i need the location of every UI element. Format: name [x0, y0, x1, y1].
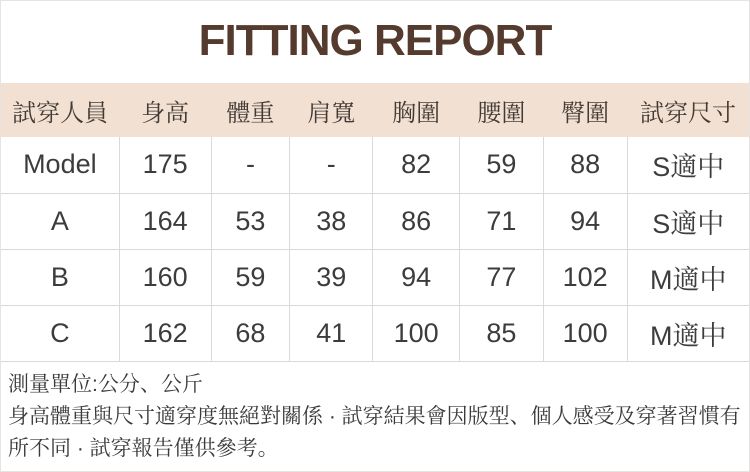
table-cell: 164 [119, 193, 211, 249]
measurement-unit-note: 測量單位:公分、公斤 [8, 372, 203, 396]
table-row [1, 137, 749, 193]
table-cell: 94 [543, 193, 627, 249]
header-shoulder: 肩寬 [290, 83, 373, 137]
table-row [1, 249, 749, 305]
table-cell: 85 [459, 305, 543, 361]
table-cell: 94 [373, 249, 460, 305]
table-cell: 162 [119, 305, 211, 361]
table-cell: - [211, 137, 290, 193]
header-fitting-size: 試穿尺寸 [627, 83, 749, 137]
table-cell: 77 [459, 249, 543, 305]
table-cell: S適中 [627, 193, 749, 249]
table-cell: 88 [543, 137, 627, 193]
table-cell: 100 [543, 305, 627, 361]
table-cell: B [1, 249, 119, 305]
table-cell: M適中 [627, 249, 749, 305]
table-row [1, 193, 749, 249]
table-header-row [1, 83, 749, 137]
page-title: FITTING REPORT [198, 16, 552, 65]
table-cell: 100 [373, 305, 460, 361]
table-cell: S適中 [627, 137, 749, 193]
table-cell: 59 [459, 137, 543, 193]
header-hip: 臀圍 [543, 83, 627, 137]
header-waist: 腰圍 [459, 83, 543, 137]
table-cell: Model [1, 137, 119, 193]
table-cell: - [290, 137, 373, 193]
header-weight: 體重 [211, 83, 290, 137]
table-cell: C [1, 305, 119, 361]
table-cell: 160 [119, 249, 211, 305]
table-cell: 175 [119, 137, 211, 193]
table-cell: 53 [211, 193, 290, 249]
table-cell: 41 [290, 305, 373, 361]
table-row [1, 305, 749, 361]
disclaimer-note: 身高體重與尺寸適穿度無絕對關係 · 試穿結果會因版型、個人感受及穿著習慣有所不同 · 試穿報告僅供參考。 [8, 404, 741, 460]
table-cell: 39 [290, 249, 373, 305]
table-cell: A [1, 193, 119, 249]
header-fitter: 試穿人員 [1, 83, 119, 137]
table-cell: 82 [373, 137, 460, 193]
notes-section [1, 362, 749, 465]
table-cell: 102 [543, 249, 627, 305]
table-cell: 68 [211, 305, 290, 361]
header-height: 身高 [119, 83, 211, 137]
table-cell: 59 [211, 249, 290, 305]
table-cell: 71 [459, 193, 543, 249]
table-cell: 38 [290, 193, 373, 249]
table-cell: 86 [373, 193, 460, 249]
table-cell: M適中 [627, 305, 749, 361]
header-chest: 胸圍 [373, 83, 460, 137]
fitting-table [1, 83, 749, 362]
